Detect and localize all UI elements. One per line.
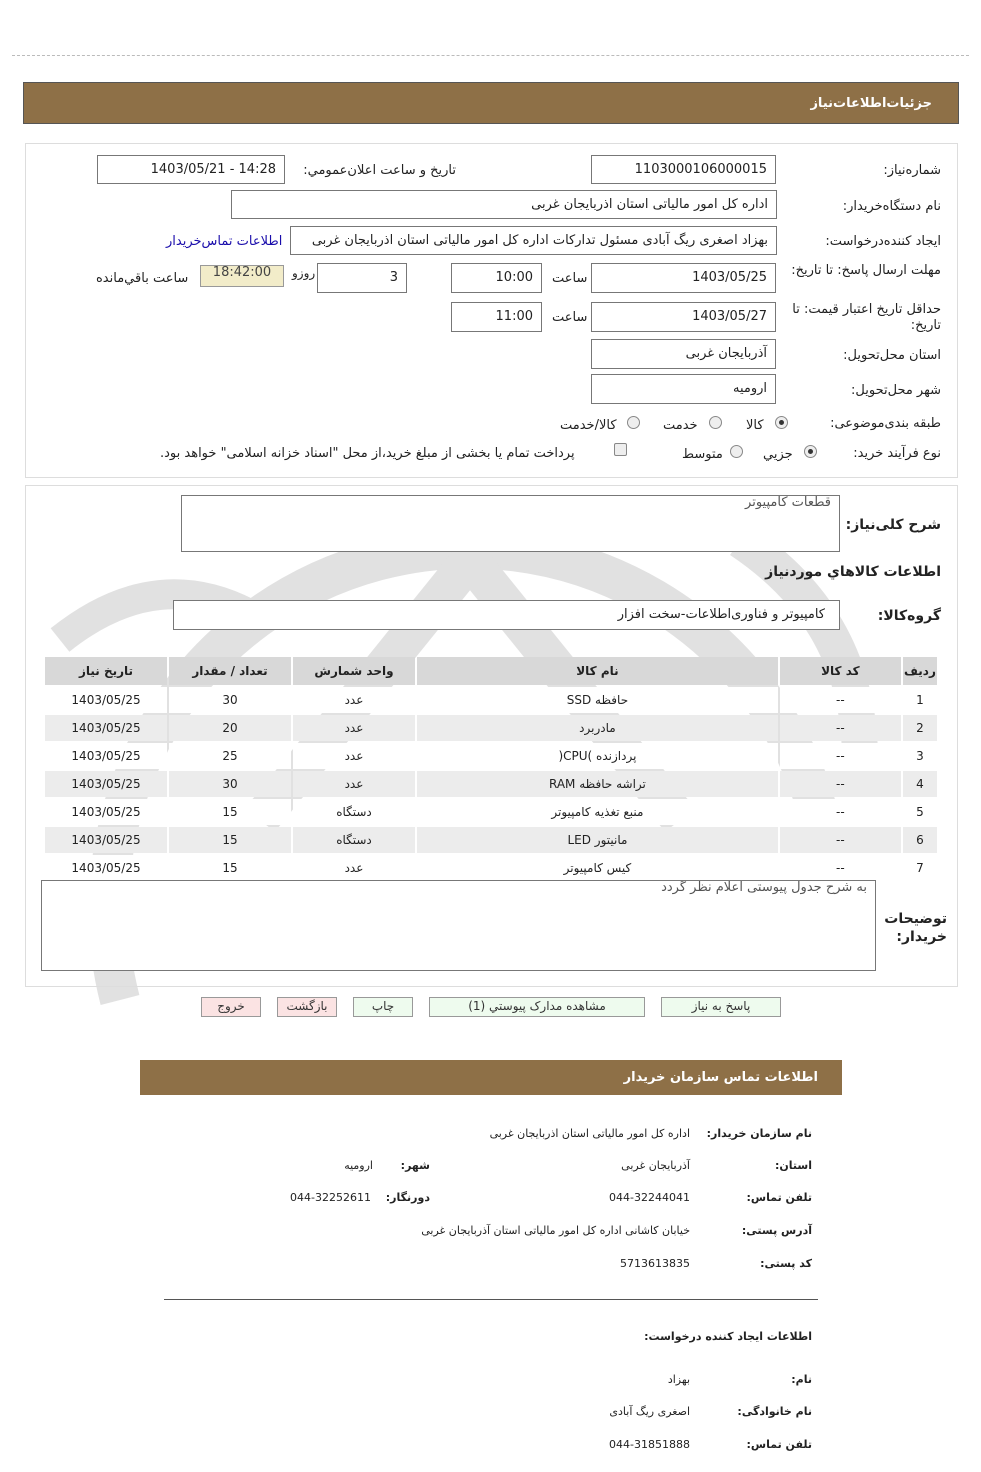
- buyer-notes-label: توضیحات خریدار:: [884, 911, 947, 945]
- need-number-label: شماره‌نیاز:: [883, 163, 941, 178]
- province-label: استان محل‌تحويل:: [843, 348, 941, 363]
- goods-info-title: اطلاعات کالاهاي موردنياز: [765, 564, 941, 580]
- col-unit: واحد شمارش: [293, 657, 415, 685]
- table-row: [45, 855, 937, 881]
- creator-label: ايجاد کننده‌درخواست:: [825, 234, 941, 249]
- validity-time-field: 11:00: [451, 302, 542, 332]
- contact-divider: [164, 1299, 818, 1300]
- cell-name: مانیتور LED: [417, 827, 778, 853]
- validity-label: حداقل تاريخ اعتبار قيمت: تا تاريخ:: [792, 302, 941, 333]
- col-code: کد کالا: [780, 657, 901, 685]
- summary-field: [181, 495, 840, 552]
- cell-unit: عدد: [293, 855, 415, 881]
- creator-info-title: اطلاعات ایجاد کننده درخواست:: [644, 1330, 812, 1343]
- cell-qty: 25: [169, 743, 291, 769]
- table-row: [45, 799, 937, 825]
- cell-date: 1403/05/25: [45, 771, 167, 797]
- contact-org-label: نام سازمان خریدار:: [706, 1127, 812, 1140]
- contact-postal-label: کد پستی:: [760, 1257, 812, 1270]
- cell-code: --: [780, 827, 901, 853]
- buyer-org-field: اداره کل امور مالیاتی استان اذربایجان غربی: [231, 190, 777, 219]
- cell-date: 1403/05/25: [45, 827, 167, 853]
- process-medium-label: متوسط: [682, 447, 723, 462]
- contact-phone-value: 044-32244041: [609, 1191, 690, 1204]
- cell-date: 1403/05/25: [45, 715, 167, 741]
- cell-date: 1403/05/25: [45, 799, 167, 825]
- buyer-org-label: نام دستگاه‌خريدار:: [842, 199, 941, 214]
- city-field: ارومیه: [591, 374, 776, 404]
- buyer-notes-field: [41, 880, 876, 971]
- details-header: [23, 82, 959, 124]
- cell-code: --: [780, 855, 901, 881]
- category-radio-service[interactable]: [709, 416, 722, 429]
- table-row: [45, 743, 937, 769]
- deadline-time-field: 10:00: [451, 263, 542, 293]
- cell-unit: عدد: [293, 771, 415, 797]
- contact-province-value: آذربایجان غربی: [621, 1159, 690, 1172]
- contact-org-value: اداره کل امور مالیاتی استان اذربایجان غربی: [489, 1127, 690, 1140]
- cell-name: پردازنده )CPU(: [417, 743, 778, 769]
- process-small-label: جزيي: [763, 447, 793, 462]
- contact-phone-label: تلفن تماس:: [746, 1191, 812, 1204]
- cell-name: کیس کامپیوتر: [417, 855, 778, 881]
- cell-row: 6: [903, 827, 937, 853]
- cell-name: منبع تغذیه کامپیوتر: [417, 799, 778, 825]
- city-label: شهر محل‌تحويل:: [851, 383, 941, 398]
- cell-qty: 30: [169, 687, 291, 713]
- remaining-time-field: 18:42:00: [200, 265, 284, 287]
- contact-address-label: آدرس پستی:: [741, 1224, 812, 1237]
- validity-date-field: 1403/05/27: [591, 302, 776, 332]
- cell-name: مادربرد: [417, 715, 778, 741]
- validity-time-label: ساعت: [552, 310, 588, 325]
- cell-code: --: [780, 715, 901, 741]
- remaining-label: ساعت باقي‌مانده: [96, 271, 189, 286]
- cell-row: 1: [903, 687, 937, 713]
- creator-name-value: بهزاد: [667, 1373, 690, 1386]
- contact-header-title: اطلاعات تماس سازمان خریدار: [623, 1070, 818, 1085]
- need-number-field: 1103000106000015: [591, 155, 776, 184]
- cell-qty: 15: [169, 799, 291, 825]
- days-label: روزو: [292, 266, 316, 280]
- reply-button[interactable]: پاسخ به نياز: [661, 997, 781, 1017]
- treasury-payment-checkbox[interactable]: [614, 443, 627, 456]
- contact-fax-value: 044-32252611: [290, 1191, 371, 1204]
- col-row: رديف: [903, 657, 937, 685]
- cell-name: حافظه SSD: [417, 687, 778, 713]
- summary-label: شرح کلی‌نیاز:: [845, 517, 941, 533]
- cell-date: 1403/05/25: [45, 687, 167, 713]
- cell-qty: 20: [169, 715, 291, 741]
- print-button[interactable]: چاپ: [353, 997, 413, 1017]
- announce-field: 1403/05/21 - 14:28: [97, 155, 285, 184]
- cell-unit: عدد: [293, 743, 415, 769]
- cell-name: تراشه حافظه RAM: [417, 771, 778, 797]
- process-label: نوع فرآیند خرید:: [853, 446, 941, 461]
- goods-table-header: [45, 657, 937, 685]
- cell-row: 2: [903, 715, 937, 741]
- buyer-notes-value: به شرح جدول پیوستی اعلام نظر گردد: [661, 880, 867, 895]
- cell-code: --: [780, 743, 901, 769]
- days-field: 3: [317, 263, 407, 293]
- creator-field: بهزاد اصغری ریگ آبادی مسئول تدارکات اداره کل امور مالیاتی استان اذربایجان غربی: [290, 226, 777, 255]
- cell-row: 3: [903, 743, 937, 769]
- contact-city-label: شهر:: [400, 1159, 430, 1172]
- buyer-contact-link[interactable]: اطلاعات تماس‌خريدار: [166, 234, 283, 249]
- contact-city-value: ارومیه: [344, 1159, 373, 1172]
- attachments-button[interactable]: مشاهده مدارک پيوستي (1): [429, 997, 645, 1017]
- exit-button[interactable]: خروج: [201, 997, 261, 1017]
- contact-header: [140, 1060, 842, 1095]
- back-button[interactable]: بازگشت: [277, 997, 337, 1017]
- cell-row: 5: [903, 799, 937, 825]
- category-label: طبقه بندی‌موضوعی:: [830, 416, 941, 431]
- table-row: [45, 687, 937, 713]
- announce-label: تاريخ و ساعت اعلان‌عمومي:: [303, 163, 456, 178]
- deadline-time-label: ساعت: [552, 271, 588, 286]
- category-goods-label: کالا: [746, 418, 764, 433]
- contact-fax-label: دورنگار:: [385, 1191, 430, 1204]
- contact-postal-value: 5713613835: [620, 1257, 690, 1270]
- goods-group-label: گروه‌کالا:: [877, 608, 941, 624]
- table-row: [45, 771, 937, 797]
- goods-table: [43, 655, 939, 883]
- col-name: نام کالا: [417, 657, 778, 685]
- cell-unit: دستگاه: [293, 799, 415, 825]
- creator-phone-label: تلفن تماس:: [746, 1438, 812, 1451]
- cell-unit: عدد: [293, 687, 415, 713]
- cell-qty: 30: [169, 771, 291, 797]
- payment-note: پرداخت تمام یا بخشی از مبلغ خرید،از محل "اسناد خزانه اسلامی" خواهد بود.: [160, 446, 575, 461]
- summary-value: قطعات کامپیوتر: [745, 495, 831, 510]
- cell-code: --: [780, 771, 901, 797]
- cell-code: --: [780, 687, 901, 713]
- category-radio-goods-service[interactable]: [627, 416, 640, 429]
- col-qty: تعداد / مقدار: [169, 657, 291, 685]
- top-divider: [12, 55, 969, 56]
- contact-address-value: خیابان کاشانی اداره کل امور مالیاتی استان آذربایجان غربی: [421, 1224, 690, 1237]
- deadline-date-field: 1403/05/25: [591, 263, 776, 293]
- details-header-title: جزئیات‌اطلاعات‌نیاز: [810, 96, 932, 111]
- creator-family-value: اصغری ریگ آبادی: [609, 1405, 690, 1418]
- cell-row: 7: [903, 855, 937, 881]
- table-row: [45, 827, 937, 853]
- creator-name-label: نام:: [791, 1373, 812, 1386]
- cell-qty: 15: [169, 855, 291, 881]
- category-radio-goods[interactable]: [775, 416, 788, 429]
- contact-province-label: استان:: [775, 1159, 812, 1172]
- cell-code: --: [780, 799, 901, 825]
- process-radio-medium[interactable]: [730, 445, 743, 458]
- cell-date: 1403/05/25: [45, 743, 167, 769]
- category-goods-service-label: کالا/خدمت: [560, 418, 617, 433]
- cell-row: 4: [903, 771, 937, 797]
- table-row: [45, 715, 937, 741]
- cell-date: 1403/05/25: [45, 855, 167, 881]
- cell-unit: عدد: [293, 715, 415, 741]
- col-date: تاريخ نياز: [45, 657, 167, 685]
- creator-phone-value: 044-31851888: [609, 1438, 690, 1451]
- creator-family-label: نام خانوادگی:: [737, 1405, 812, 1418]
- cell-qty: 15: [169, 827, 291, 853]
- process-radio-small[interactable]: [804, 445, 817, 458]
- goods-group-field: کامپیوتر و فناوری‌اطلاعات-سخت افزار: [173, 600, 840, 630]
- category-service-label: خدمت: [663, 418, 698, 433]
- cell-unit: دستگاه: [293, 827, 415, 853]
- deadline-label: مهلت ارسال پاسخ: تا تاريخ:: [791, 263, 941, 278]
- province-field: آذربایجان غربی: [591, 339, 776, 369]
